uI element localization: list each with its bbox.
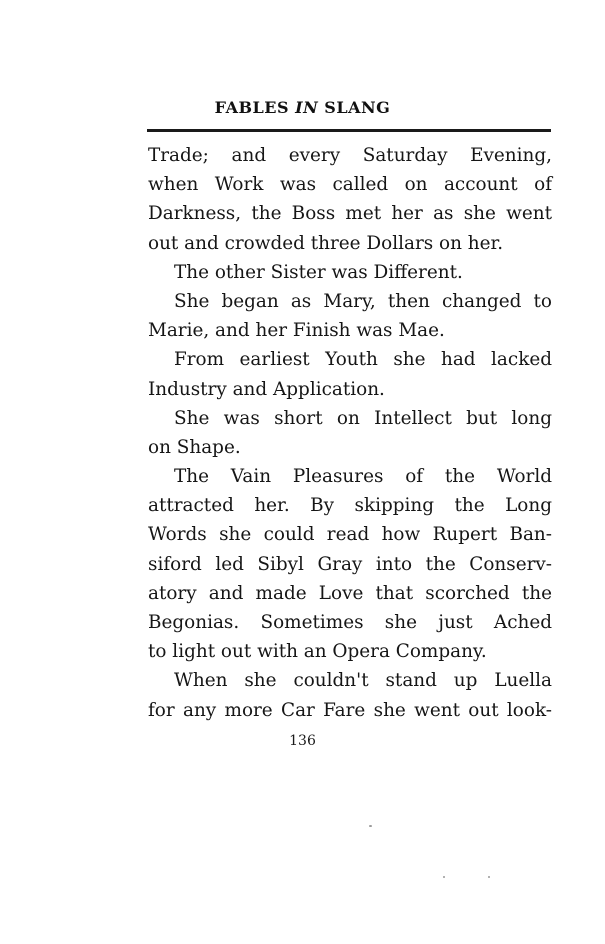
scan-speck: [443, 876, 445, 878]
text-line: on Shape.: [148, 436, 241, 458]
text-line: out and crowded three Dollars on her.: [148, 232, 504, 254]
text-line: attracted her. By skipping the Long: [148, 495, 552, 517]
text-line: Words she could read how Rupert Ban-: [148, 524, 552, 546]
text-line: When she couldn't stand up Luella: [174, 670, 552, 692]
text-line: Industry and Application.: [148, 378, 385, 400]
body-text: [148, 141, 552, 725]
text-line: to light out with an Opera Company.: [148, 641, 487, 663]
page-number: 136: [289, 733, 316, 749]
text-line: The Vain Pleasures of the World: [174, 466, 552, 488]
text-line: Trade; and every Saturday Evening,: [148, 145, 552, 166]
running-head: [0, 98, 605, 117]
text-line: Begonias. Sometimes she just Ached: [148, 612, 552, 633]
text-line: when Work was called on account of: [148, 174, 552, 196]
text-line: for any more Car Fare she went out look-: [148, 699, 552, 721]
text-line: From earliest Youth she had lacked: [174, 349, 552, 371]
text-line: Marie, and her Finish was Mae.: [148, 320, 445, 342]
running-head-title-part3: SLANG: [324, 98, 391, 117]
text-line: siford led Sibyl Gray into the Conserv-: [148, 553, 552, 575]
running-head-title-part1: FABLES: [214, 98, 290, 117]
scan-speck: [369, 825, 372, 827]
header-rule: [147, 129, 551, 132]
text-line: Darkness, the Boss met her as she went: [148, 203, 552, 225]
running-head-title-part2: IN: [295, 98, 319, 117]
text-line: atory and made Love that scorched the: [148, 582, 552, 604]
text-line: The other Sister was Different.: [174, 261, 463, 283]
scan-speck: [488, 876, 490, 878]
text-line: She began as Mary, then changed to: [174, 290, 552, 312]
text-line: She was short on Intellect but long: [174, 407, 552, 429]
